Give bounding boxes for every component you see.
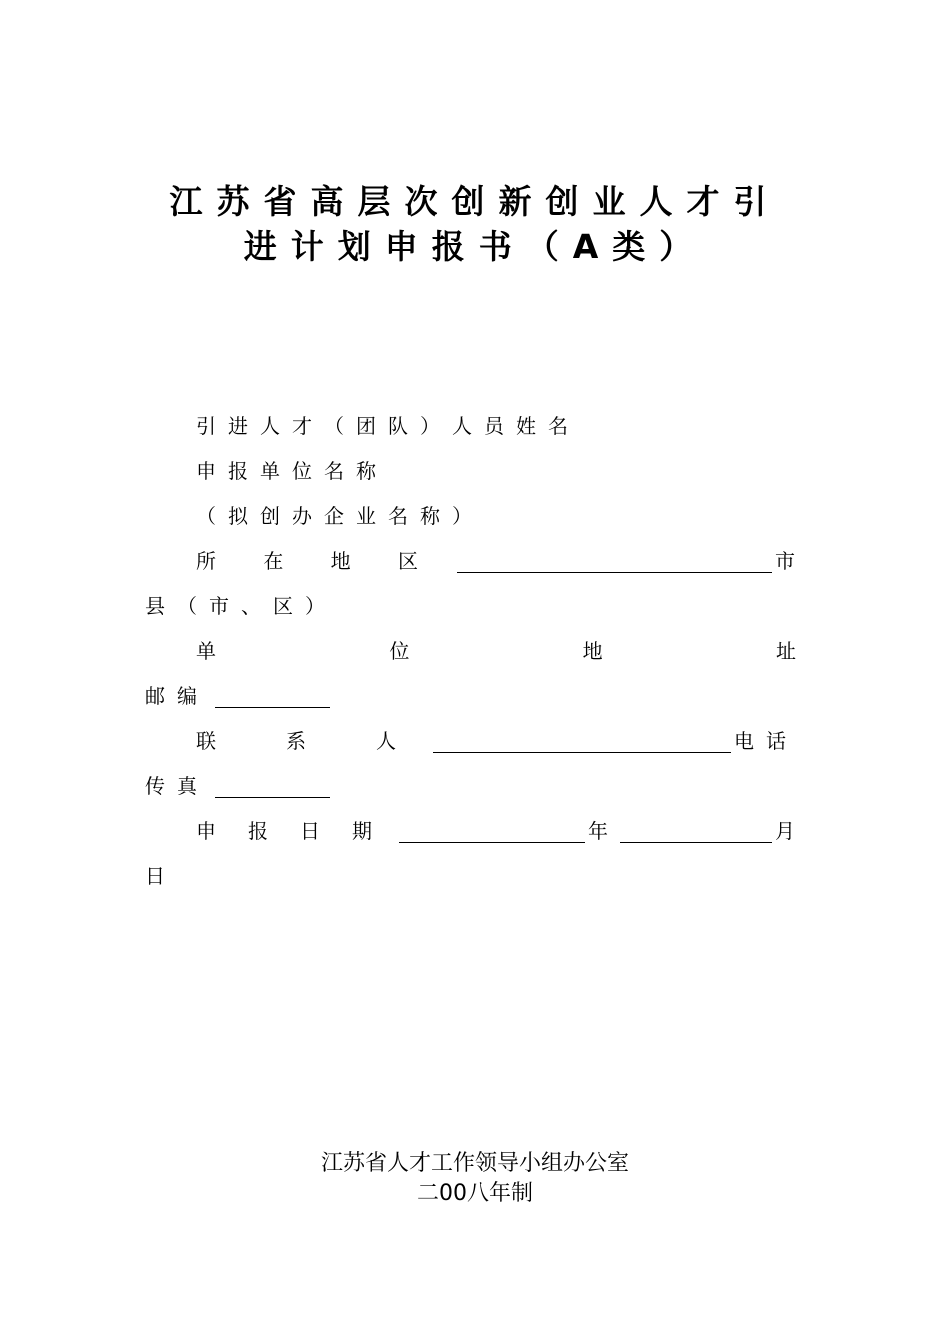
date-char: 日 bbox=[300, 819, 320, 843]
year-blank[interactable] bbox=[399, 842, 585, 843]
contact-blank[interactable] bbox=[433, 752, 731, 753]
month-label: 月 bbox=[775, 819, 807, 843]
unit-name-label: 申报单位名称 bbox=[196, 459, 388, 483]
address-char: 单 bbox=[196, 639, 216, 663]
date-char: 期 bbox=[352, 819, 372, 843]
document-title-line-2: 进计划申报书（A类） bbox=[243, 227, 707, 266]
contact-char: 系 bbox=[286, 729, 306, 753]
day-label: 日 bbox=[145, 864, 177, 888]
phone-label: 电话 bbox=[734, 729, 798, 753]
region-label bbox=[196, 547, 418, 575]
issuing-office: 江苏省人才工作领导小组办公室 bbox=[320, 1151, 629, 1176]
contact-char: 人 bbox=[376, 729, 396, 753]
date-char: 申 bbox=[196, 819, 216, 843]
region-char: 在 bbox=[263, 549, 284, 573]
contact-char: 联 bbox=[196, 729, 216, 753]
unit-name-note: （拟创办企业名称） bbox=[196, 504, 484, 528]
document-title-line-1: 江苏省高层次创新创业人才引 bbox=[169, 182, 781, 221]
region-city-blank[interactable] bbox=[457, 572, 772, 573]
contact-label bbox=[196, 727, 396, 755]
date-char: 报 bbox=[248, 819, 268, 843]
region-char: 所 bbox=[196, 549, 216, 573]
talent-name-label: 引进人才（团队）人员姓名 bbox=[196, 414, 580, 438]
fax-label: 传真 bbox=[145, 774, 209, 798]
fax-blank[interactable] bbox=[215, 797, 330, 798]
address-char: 址 bbox=[775, 639, 796, 663]
region-county-label: 县（市、区） bbox=[145, 594, 337, 618]
address-char: 位 bbox=[389, 639, 410, 663]
postcode-blank[interactable] bbox=[215, 707, 330, 708]
postcode-label: 邮编 bbox=[145, 684, 209, 708]
region-city-suffix: 市 bbox=[775, 549, 807, 573]
month-blank[interactable] bbox=[620, 842, 772, 843]
year-label: 年 bbox=[588, 819, 620, 843]
unit-address-label bbox=[196, 637, 796, 665]
address-char: 地 bbox=[582, 639, 603, 663]
region-char: 地 bbox=[330, 549, 351, 573]
region-char: 区 bbox=[397, 549, 418, 573]
made-year: 二00八年制 bbox=[417, 1181, 533, 1206]
date-label bbox=[196, 817, 372, 845]
